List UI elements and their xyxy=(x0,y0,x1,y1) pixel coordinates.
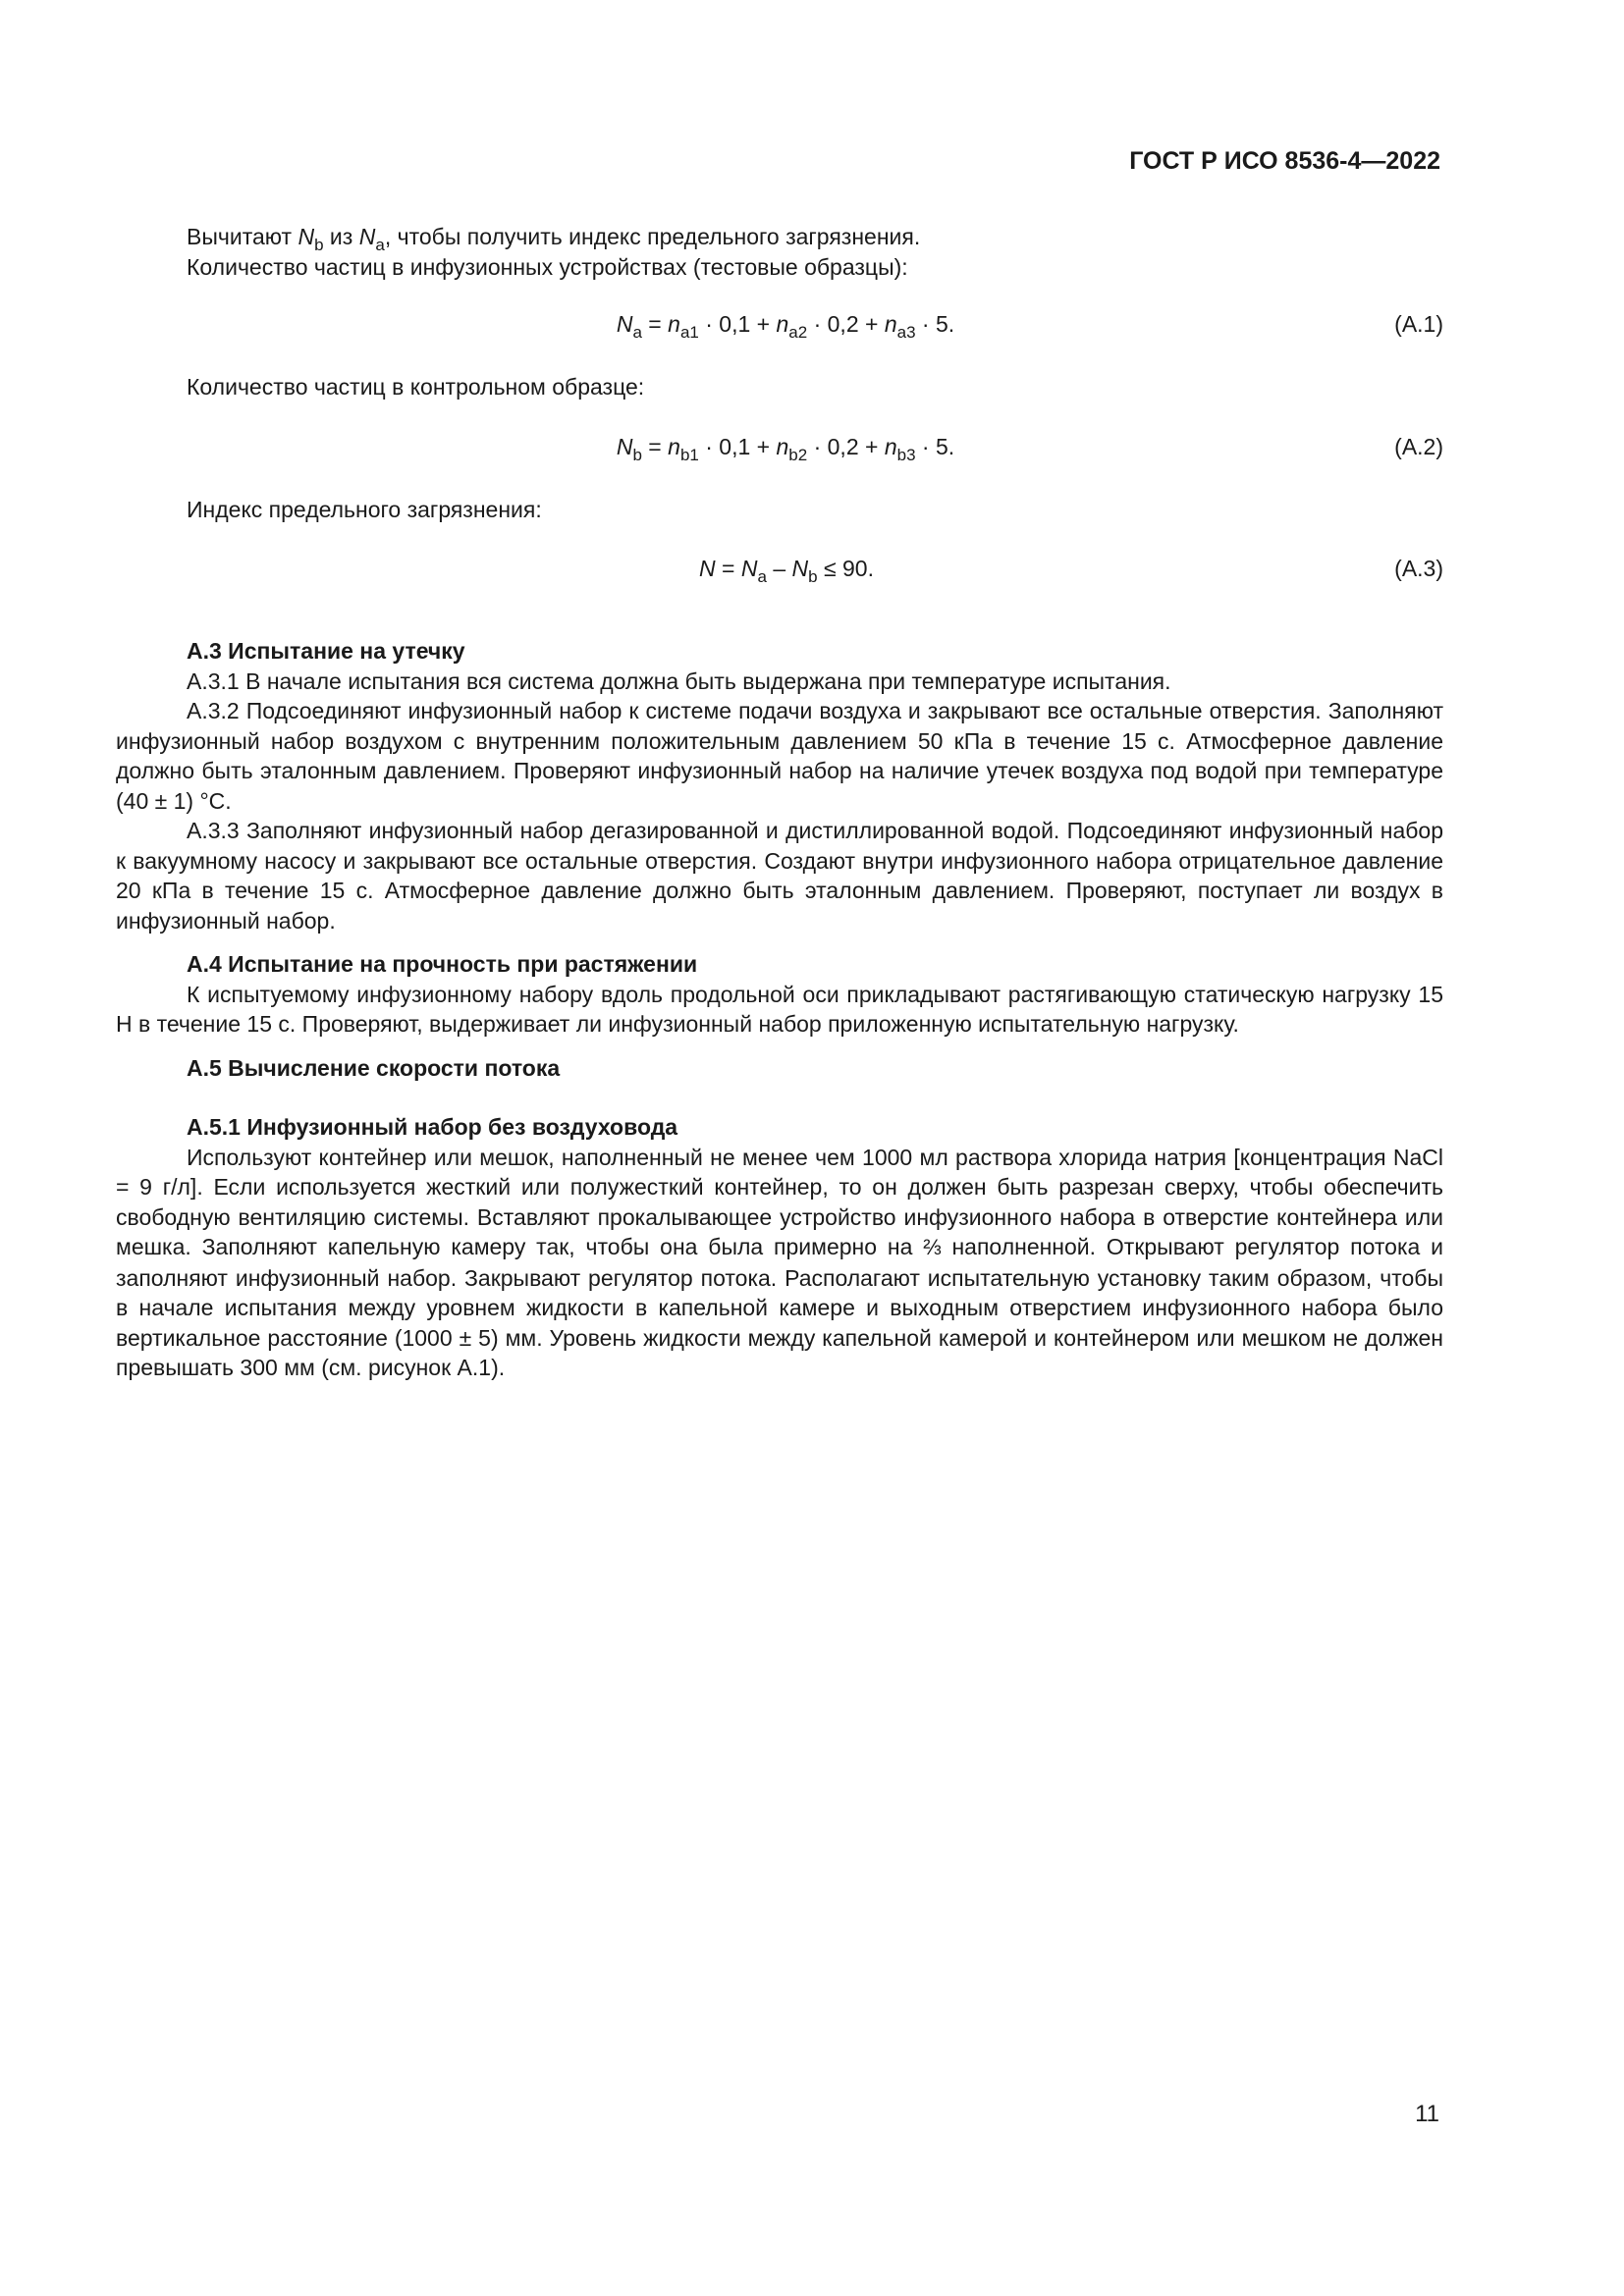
formula-a2-number: (А.2) xyxy=(1394,433,1443,459)
symbol-n: n xyxy=(668,433,680,459)
text-run: , чтобы получить индекс предельного загрязнения. xyxy=(384,224,921,249)
subscript: b1 xyxy=(679,445,699,464)
text-run: · 0,1 + xyxy=(698,433,777,459)
formula-a1 xyxy=(116,309,1443,342)
fraction-two-thirds: ⅔ xyxy=(923,1235,942,1259)
intro-paragraph-1 xyxy=(116,222,1443,252)
symbol-n: N xyxy=(791,556,809,581)
text-run: = xyxy=(641,311,669,337)
control-sample-text: Количество частиц в контрольном образце: xyxy=(187,374,645,400)
section-a4-heading: А.4 Испытание на прочность при растяжении xyxy=(187,951,698,977)
symbol-n: n xyxy=(776,311,789,337)
section-a3-paragraph-3: А.3.3 Заполняют инфузионный набор дегазированной и дистиллированной водой. Подсоединяют инфузионный набор к вакуумному насосу и закрывают все остальные отверстия. Создают внутри инфузионного набора отрицательное давление 20 кПа в течение 15 с. Атмосферное давление должно быть эталонным давлением. Проверяют, поступает ли воздух в инфузионный набор. xyxy=(116,818,1443,934)
text-run: из xyxy=(323,224,359,249)
spacer xyxy=(116,935,1443,949)
symbol-n: n xyxy=(884,433,897,459)
section-a3-paragraph-2: А.3.2 Подсоединяют инфузионный набор к системе подачи воздуха и закрывают все остальные отверстия. Заполняют инфузионный набор воздухом с внутренним положительным давлением 50 кПа в течение 15 с. Атмосферное давление должно быть эталонным давлением. Проверяют инфузионный набор на наличие утечек воздуха под водой при температуре (40 ± 1) °С. xyxy=(116,698,1443,814)
symbol-n: N xyxy=(616,311,633,337)
section-a5-1-heading: А.5.1 Инфузионный набор без воздуховода xyxy=(187,1114,678,1140)
subscript: b2 xyxy=(788,445,808,464)
section-a5-heading: А.5 Вычисление скорости потока xyxy=(187,1054,561,1081)
text-run: = xyxy=(641,433,669,459)
text-run: = xyxy=(715,556,741,581)
symbol-n: N xyxy=(740,556,758,581)
subscript: b xyxy=(632,445,642,464)
text-run: Используют контейнер или мешок, наполненный не менее чем 1000 мл раствора хлорида натрия [концентрация NaCl = 9 г/л]. Если используется жесткий или полужесткий контейнер, то он должен быть разрезан сверху, чтобы обеспечить свободную вентиляцию системы. Вставляют прокалывающее устройство инфузионного набора в отверстие контейнера или мешка. Заполняют капельную камеру так, чтобы она была примерно на xyxy=(116,1144,1443,1259)
section-a3-paragraph-1: А.3.1 В начале испытания вся система должна быть выдержана при температуре испытания. xyxy=(187,667,1171,694)
spacer xyxy=(116,1083,1443,1112)
symbol-n: N xyxy=(699,556,716,581)
section-a4-paragraph-1: К испытуемому инфузионному набору вдоль продольной оси прикладывают растягивающую статическую нагрузку 15 Н в течение 15 с. Проверяют, выдерживает ли инфузионный набор приложенную испытательную нагрузку. xyxy=(116,981,1443,1037)
subscript: b3 xyxy=(896,445,916,464)
subscript: b xyxy=(808,567,818,586)
formula-a3-expression xyxy=(116,554,1443,584)
section-a3-heading: А.3 Испытание на утечку xyxy=(187,638,465,664)
symbol-n: N xyxy=(358,224,376,249)
formula-a3 xyxy=(116,554,1443,586)
section-a5-1-paragraph-1 xyxy=(116,1143,1443,1383)
text-run: · 0,1 + xyxy=(698,311,777,337)
spacer xyxy=(116,1040,1443,1053)
symbol-n: N xyxy=(616,433,633,459)
text-run: · 5. xyxy=(915,311,955,337)
subscript: b xyxy=(314,236,324,254)
intro-paragraph-2: Количество частиц в инфузионных устройствах (тестовые образцы): xyxy=(187,253,908,280)
text-run: · 0,2 + xyxy=(807,433,885,459)
subscript: a1 xyxy=(679,323,699,342)
text-run: · 0,2 + xyxy=(807,311,885,337)
symbol-n: n xyxy=(884,311,897,337)
text-run: ≤ 90. xyxy=(817,556,874,581)
subscript: a3 xyxy=(896,323,916,342)
subscript: a xyxy=(632,323,642,342)
document-header: ГОСТ Р ИСО 8536-4—2022 xyxy=(1129,147,1440,175)
subscript: a xyxy=(757,567,767,586)
symbol-n: n xyxy=(668,311,680,337)
spacer xyxy=(116,616,1443,636)
formula-a2 xyxy=(116,432,1443,464)
symbol-n: n xyxy=(776,433,789,459)
subscript: a2 xyxy=(788,323,808,342)
formula-a1-expression xyxy=(116,309,1443,340)
formula-a3-number: (А.3) xyxy=(1394,556,1443,581)
text-run: – xyxy=(766,556,792,581)
text-run: Вычитают xyxy=(187,224,298,249)
page-number: 11 xyxy=(1415,2101,1439,2127)
text-run: · 5. xyxy=(915,433,955,459)
text-run: наполненной. Открывают регулятор потока и заполняют инфузионный набор. Закрывают регулятор потока. Располагают испытательную установку таким образом, чтобы в начале испытания между уровнем жидкости в капельной камере и выходным отверстием инфузионного набора было вертикальное расстояние (1000 ± 5) мм. Уровень жидкости между капельной камерой и контейнером или мешком не должен превышать 300 мм (см. рисунок А.1). xyxy=(116,1234,1443,1380)
symbol-n: N xyxy=(298,224,315,249)
formula-a1-number: (А.1) xyxy=(1394,311,1443,337)
document-body xyxy=(116,222,1443,1383)
index-text: Индекс предельного загрязнения: xyxy=(187,496,542,522)
formula-a2-expression xyxy=(116,432,1443,462)
subscript: a xyxy=(375,236,385,254)
